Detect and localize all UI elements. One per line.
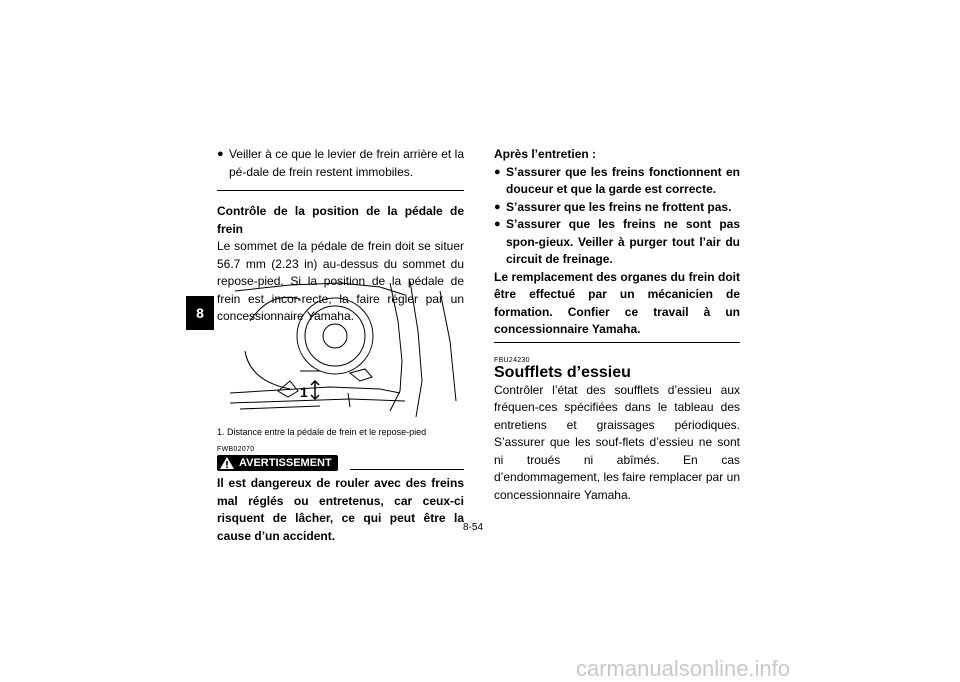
list-item: ● S’assurer que les freins ne sont pas spon-gieux. Veiller à purger tout l’air du circuit de freinage. [494, 216, 740, 269]
figure-caption: 1. Distance entre la pédale de frein et le repose-pied [217, 427, 427, 437]
divider [494, 342, 740, 343]
warning-header [217, 455, 464, 471]
section-title: Soufflets d’essieu [494, 363, 631, 381]
warning-block [217, 446, 464, 545]
maintenance-note: Le remplacement des organes du frein doit être effectué par un mécanicien de formation. Confier ce travail à un concessionnaire Yamaha. [494, 269, 740, 336]
warning-badge [217, 455, 338, 471]
warning-text: Il est dangereux de rouler avec des freins mal réglés ou entretenus, car ceux-ci risquent de lâcher, ce qui peut être la cause d’un accident. [217, 476, 464, 543]
warning-rule [350, 469, 464, 470]
bullet-icon: ● [494, 200, 501, 213]
divider [217, 190, 464, 191]
warning-triangle-icon [219, 456, 235, 470]
brake-pedal-figure [230, 281, 462, 417]
list-item: ● S’assurer que les freins ne frottent pas. [494, 199, 740, 217]
section-body: Contrôler l’état des soufflets d’essieu aux fréquen-ces spécifiées dans le tableau des entretiens et graissages périodiques. S’assurer que les souf-flets d’essieu ne sont ni troués ni abîmés. En cas d’endommagement, les faire remplacer par un concessionnaire Yamaha. [494, 382, 740, 502]
section-heading: Contrôle de la position de la pédale de frein [217, 204, 464, 236]
chapter-tab: 8 [186, 296, 214, 330]
brake-pedal-illustration [230, 281, 462, 417]
list-item: ● Veiller à ce que le levier de frein arrière et la pé-dale de frein restent immobiles. [217, 146, 464, 181]
bullet-icon: ● [494, 218, 501, 230]
warning-label: AVERTISSEMENT [239, 457, 332, 469]
bullet-icon: ● [494, 165, 501, 178]
page-number: 8-54 [463, 522, 484, 533]
watermark: carmanualsonline.info [576, 656, 791, 681]
list-item: ● S’assurer que les freins fonctionnent en douceur et que la garde est correcte. [494, 164, 740, 199]
warning-code: FWB02070 [217, 446, 255, 453]
section-code: FBU24230 [494, 356, 530, 364]
figure-callout: 1 [300, 384, 308, 400]
after-maintenance-heading: Après l’entretien : [494, 147, 597, 161]
right-column [494, 146, 740, 504]
bullet-icon: ● [217, 148, 224, 160]
body-text: Le sommet de la pédale de frein doit se situer 56.7 mm (2.23 in) au-dessus du sommet du repose-pied. Si la position de la pédale de frein est incor-recte, la faire régler par un concessionnaire Yamaha. [217, 239, 464, 323]
